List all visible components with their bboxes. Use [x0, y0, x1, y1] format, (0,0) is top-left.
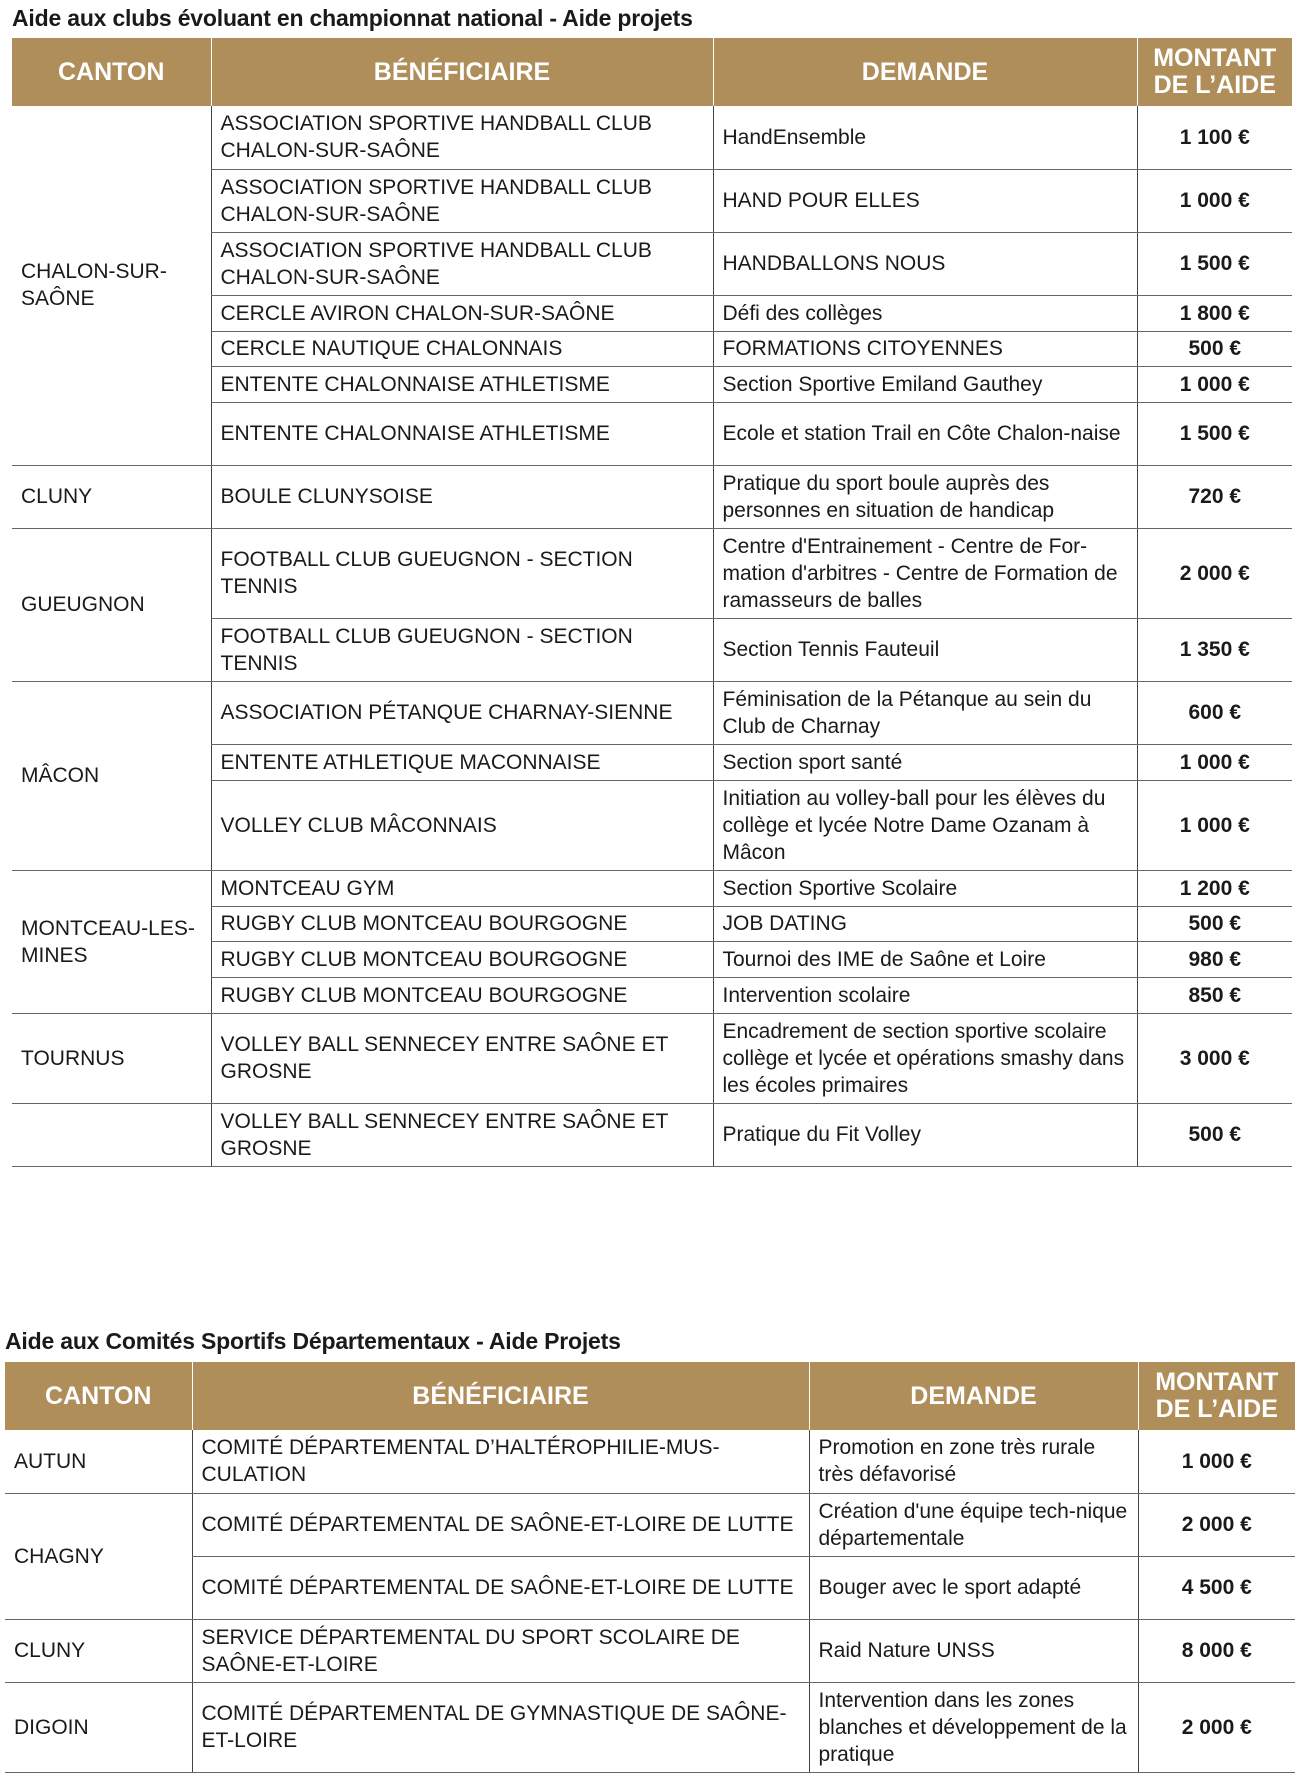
col-header-canton: CANTON [5, 1362, 192, 1430]
request-cell: Féminisation de la Pétanque au sein du Club de Charnay [713, 681, 1137, 744]
table-row [12, 870, 1292, 906]
amount-cell: 1 100 € [1137, 106, 1292, 169]
col-header-amount-line1: MONTANT [1153, 44, 1277, 72]
request-cell: Bouger avec le sport adapté [809, 1556, 1138, 1619]
canton-cell: GUEUGNON [12, 528, 211, 681]
beneficiary-cell: ASSOCIATION SPORTIVE HANDBALL CLUB CHALON-SUR-SAÔNE [211, 232, 713, 295]
beneficiary-cell: ENTENTE CHALONNAISE ATHLETISME [211, 366, 713, 402]
table-row [12, 528, 1292, 618]
canton-cell: AUTUN [5, 1430, 192, 1493]
amount-cell: 2 000 € [1138, 1493, 1295, 1556]
beneficiary-cell: CERCLE NAUTIQUE CHALONNAIS [211, 331, 713, 366]
amount-cell: 1 350 € [1137, 618, 1292, 681]
col-header-request: DEMANDE [713, 38, 1137, 106]
beneficiary-cell: SERVICE DÉPARTEMENTAL DU SPORT SCOLAIRE DE SAÔNE-ET-LOIRE [192, 1619, 809, 1682]
beneficiary-cell: FOOTBALL CLUB GUEUGNON - SECTION TENNIS [211, 528, 713, 618]
amount-cell: 980 € [1137, 941, 1292, 977]
table-row [12, 1103, 1292, 1166]
beneficiary-cell: FOOTBALL CLUB GUEUGNON - SECTION TENNIS [211, 618, 713, 681]
amount-cell: 720 € [1137, 465, 1292, 528]
amount-cell: 1 500 € [1137, 402, 1292, 465]
request-cell: Tournoi des IME de Saône et Loire [713, 941, 1137, 977]
request-cell: Section Sportive Scolaire [713, 870, 1137, 906]
amount-cell: 2 000 € [1137, 528, 1292, 618]
beneficiary-cell: COMITÉ DÉPARTEMENTAL DE GYMNASTIQUE DE SAÔNE-ET-LOIRE [192, 1682, 809, 1772]
table-row [12, 681, 1292, 744]
col-header-amount [1137, 38, 1292, 106]
section-2-title: Aide aux Comités Sportifs Départementaux - Aide Projets [5, 1328, 621, 1354]
request-cell: Section sport santé [713, 744, 1137, 780]
request-cell: HandEnsemble [713, 106, 1137, 169]
request-cell: Promotion en zone très rurale très défavorisé [809, 1430, 1138, 1493]
beneficiary-cell: ENTENTE ATHLETIQUE MACONNAISE [211, 744, 713, 780]
table-row [5, 1556, 1295, 1619]
col-header-amount-line2: DE L’AIDE [1153, 71, 1276, 99]
beneficiary-cell: VOLLEY BALL SENNECEY ENTRE SAÔNE ET GROSNE [211, 1103, 713, 1166]
request-cell: HAND POUR ELLES [713, 169, 1137, 232]
amount-cell: 8 000 € [1138, 1619, 1295, 1682]
request-cell: FORMATIONS CITOYENNES [713, 331, 1137, 366]
amount-cell: 1 000 € [1137, 744, 1292, 780]
amount-cell: 1 000 € [1137, 169, 1292, 232]
amount-cell: 1 200 € [1137, 870, 1292, 906]
amount-cell: 600 € [1137, 681, 1292, 744]
amount-cell: 500 € [1137, 906, 1292, 941]
col-header-beneficiary: BÉNÉFICIAIRE [192, 1362, 809, 1430]
request-cell: Ecole et station Trail en Côte Chalon-naise [713, 402, 1137, 465]
table-row [5, 1430, 1295, 1493]
request-cell: Intervention scolaire [713, 977, 1137, 1013]
beneficiary-cell: ASSOCIATION SPORTIVE HANDBALL CLUB CHALON-SUR-SAÔNE [211, 169, 713, 232]
beneficiary-cell: RUGBY CLUB MONTCEAU BOURGOGNE [211, 906, 713, 941]
amount-cell: 4 500 € [1138, 1556, 1295, 1619]
beneficiary-cell: COMITÉ DÉPARTEMENTAL DE SAÔNE-ET-LOIRE DE LUTTE [192, 1493, 809, 1556]
table-row [5, 1682, 1295, 1772]
request-cell: Section Sportive Emiland Gauthey [713, 366, 1137, 402]
beneficiary-cell: CERCLE AVIRON CHALON-SUR-SAÔNE [211, 295, 713, 331]
request-cell: Création d'une équipe tech-nique départementale [809, 1493, 1138, 1556]
beneficiary-cell: COMITÉ DÉPARTEMENTAL DE SAÔNE-ET-LOIRE DE LUTTE [192, 1556, 809, 1619]
amount-cell: 1 000 € [1137, 366, 1292, 402]
request-cell: JOB DATING [713, 906, 1137, 941]
canton-cell: CLUNY [12, 465, 211, 528]
table-row [12, 106, 1292, 169]
table-row [5, 1493, 1295, 1556]
amount-cell: 850 € [1137, 977, 1292, 1013]
amount-cell: 500 € [1137, 331, 1292, 366]
canton-cell: CHAGNY [5, 1493, 192, 1619]
request-cell: Pratique du Fit Volley [713, 1103, 1137, 1166]
col-header-amount-line1: MONTANT [1155, 1368, 1279, 1396]
request-cell: Pratique du sport boule auprès des personnes en situation de handicap [713, 465, 1137, 528]
canton-cell: MÂCON [12, 681, 211, 870]
request-cell: Encadrement de section sportive scolaire collège et lycée et opérations smashy dans les écoles primaires [713, 1013, 1137, 1103]
amount-cell: 1 000 € [1138, 1430, 1295, 1493]
table-row [12, 1013, 1292, 1103]
committees-aid-table [5, 1362, 1295, 1773]
clubs-aid-table [12, 38, 1292, 1167]
beneficiary-cell: ASSOCIATION SPORTIVE HANDBALL CLUB CHALON-SUR-SAÔNE [211, 106, 713, 169]
beneficiary-cell: BOULE CLUNYSOISE [211, 465, 713, 528]
request-cell: HANDBALLONS NOUS [713, 232, 1137, 295]
beneficiary-cell: RUGBY CLUB MONTCEAU BOURGOGNE [211, 941, 713, 977]
section-1-title: Aide aux clubs évoluant en championnat national - Aide projets [12, 5, 693, 31]
amount-cell: 1 800 € [1137, 295, 1292, 331]
col-header-beneficiary: BÉNÉFICIAIRE [211, 38, 713, 106]
col-header-amount-line2: DE L’AIDE [1155, 1395, 1278, 1423]
col-header-canton: CANTON [12, 38, 211, 106]
col-header-amount [1138, 1362, 1295, 1430]
request-cell: Section Tennis Fauteuil [713, 618, 1137, 681]
request-cell: Centre d'Entrainement - Centre de For-mation d'arbitres - Centre de Formation de ramasseurs de balles [713, 528, 1137, 618]
beneficiary-cell: RUGBY CLUB MONTCEAU BOURGOGNE [211, 977, 713, 1013]
table-row [5, 1619, 1295, 1682]
beneficiary-cell: MONTCEAU GYM [211, 870, 713, 906]
col-header-request: DEMANDE [809, 1362, 1138, 1430]
beneficiary-cell: VOLLEY BALL SENNECEY ENTRE SAÔNE ET GROSNE [211, 1013, 713, 1103]
beneficiary-cell: COMITÉ DÉPARTEMENTAL D’HALTÉROPHILIE-MUS-CULATION [192, 1430, 809, 1493]
request-cell: Raid Nature UNSS [809, 1619, 1138, 1682]
beneficiary-cell: ASSOCIATION PÉTANQUE CHARNAY-SIENNE [211, 681, 713, 744]
beneficiary-cell: ENTENTE CHALONNAISE ATHLETISME [211, 402, 713, 465]
amount-cell: 2 000 € [1138, 1682, 1295, 1772]
table-row [12, 465, 1292, 528]
beneficiary-cell: VOLLEY CLUB MÂCONNAIS [211, 780, 713, 870]
amount-cell: 3 000 € [1137, 1013, 1292, 1103]
canton-cell: DIGOIN [5, 1682, 192, 1772]
amount-cell: 1 500 € [1137, 232, 1292, 295]
request-cell: Intervention dans les zones blanches et développement de la pratique [809, 1682, 1138, 1772]
canton-cell: MONTCEAU-LES-MINES [12, 870, 211, 1013]
amount-cell: 1 000 € [1137, 780, 1292, 870]
canton-cell: CLUNY [5, 1619, 192, 1682]
request-cell: Initiation au volley-ball pour les élèves du collège et lycée Notre Dame Ozanam à Mâcon [713, 780, 1137, 870]
request-cell: Défi des collèges [713, 295, 1137, 331]
canton-cell: TOURNUS [12, 1013, 211, 1103]
canton-cell [12, 1103, 211, 1166]
amount-cell: 500 € [1137, 1103, 1292, 1166]
canton-cell: CHALON-SUR-SAÔNE [12, 106, 211, 465]
